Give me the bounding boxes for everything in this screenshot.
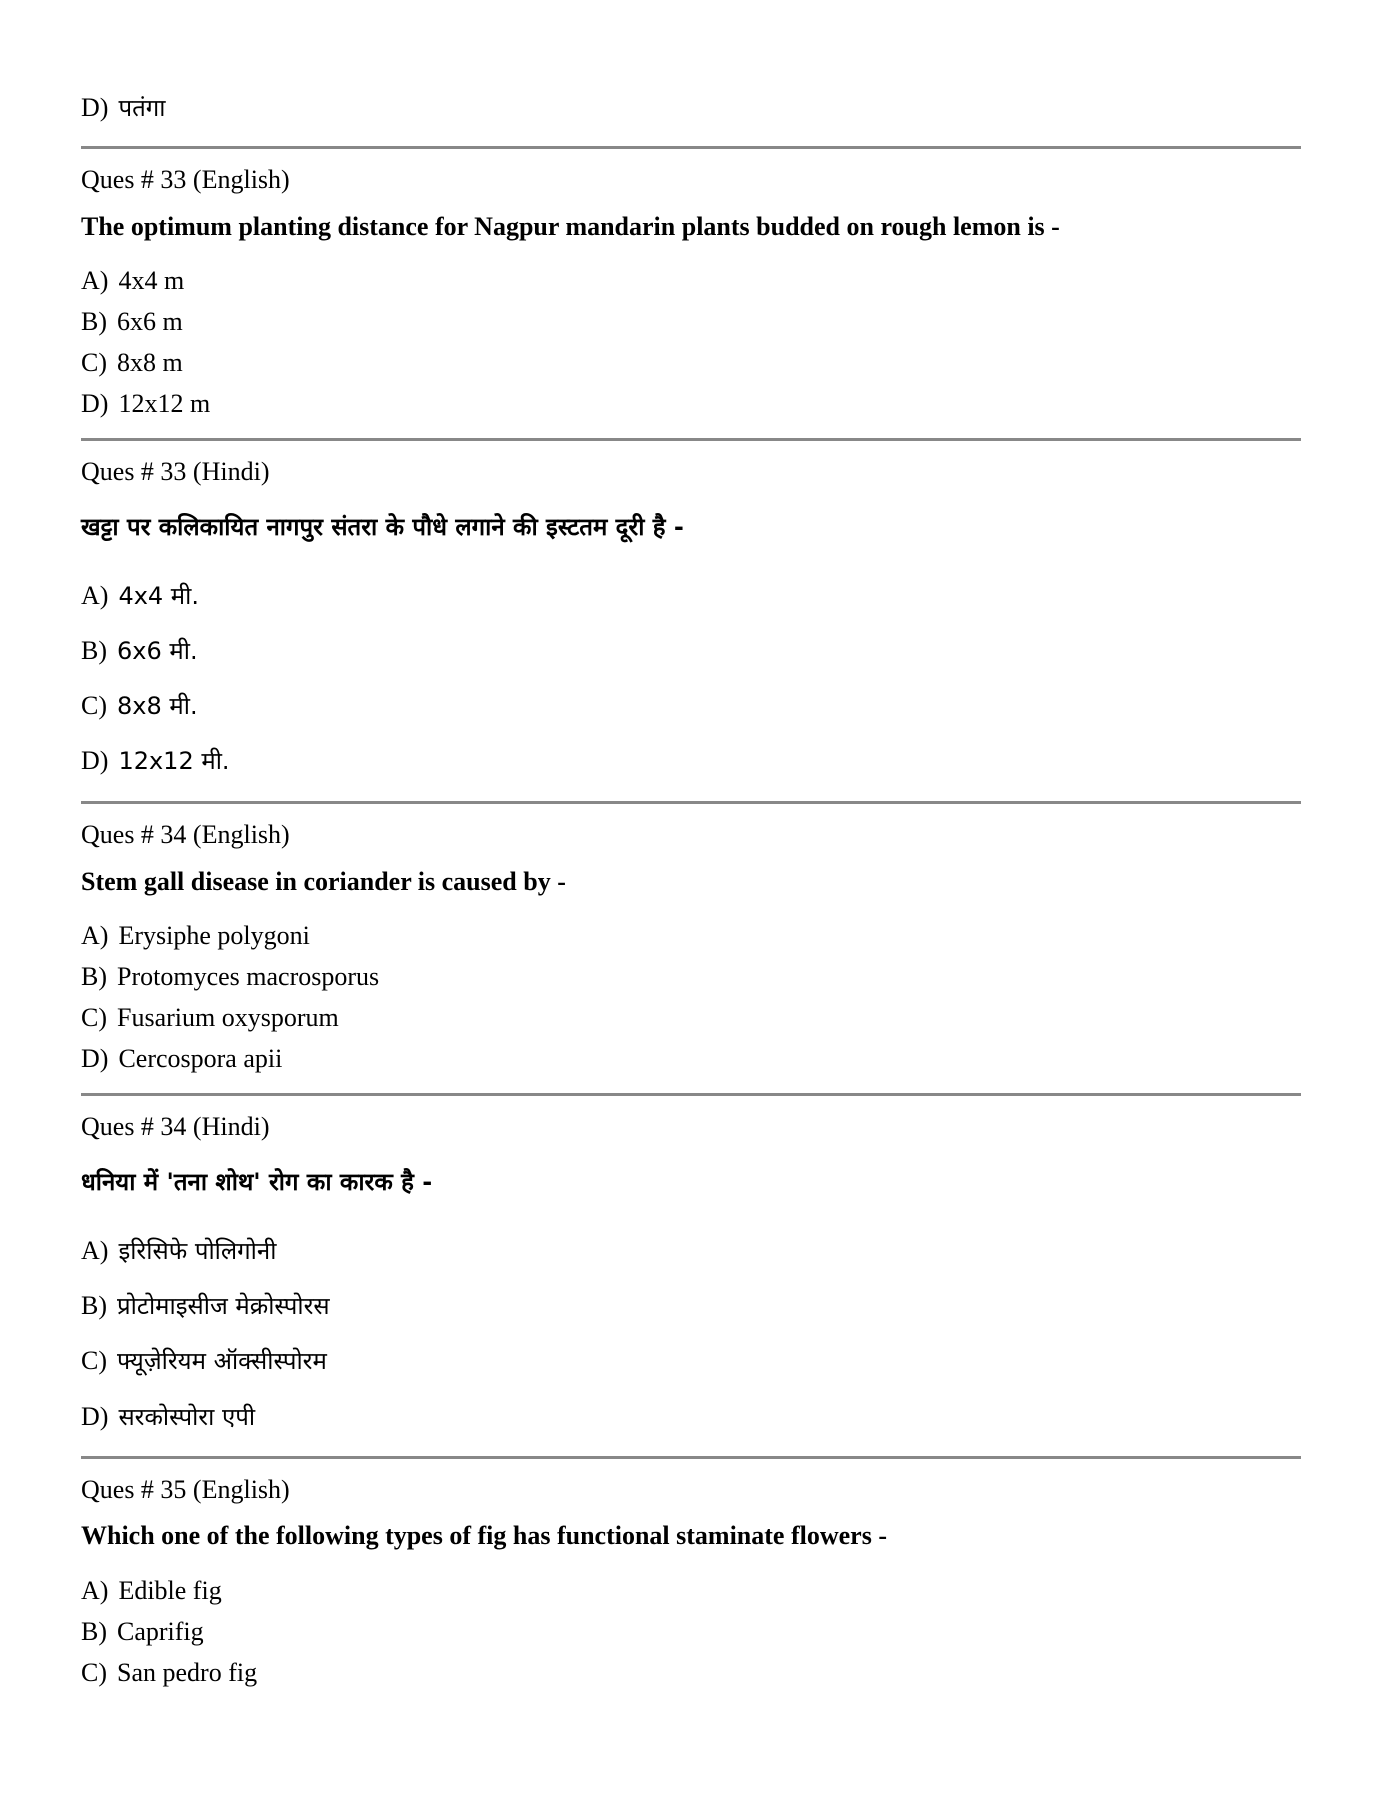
previous-question-option-d — [81, 93, 165, 123]
option-letter: A) — [81, 581, 109, 610]
option-text: Fusarium oxysporum — [117, 1003, 339, 1032]
question-divider — [81, 146, 1301, 149]
option-letter: D) — [81, 746, 109, 775]
question-divider — [81, 801, 1301, 804]
option-letter: D) — [81, 1402, 109, 1431]
option-a — [81, 921, 310, 951]
option-letter: C) — [81, 1658, 107, 1687]
option-letter: B) — [81, 1617, 107, 1646]
option-letter: C) — [81, 691, 107, 720]
question-header: Ques # 35 (English) — [81, 1475, 290, 1504]
option-letter: D) — [81, 1044, 109, 1073]
question-header: Ques # 34 (English) — [81, 820, 290, 849]
option-d — [81, 746, 230, 776]
option-text: San pedro fig — [117, 1658, 258, 1687]
option-letter: C) — [81, 1003, 107, 1032]
option-text: पतंगा — [118, 94, 166, 122]
option-a — [81, 1576, 222, 1606]
question-header: Ques # 33 (English) — [81, 165, 290, 194]
question-text: The optimum planting distance for Nagpur mandarin plants budded on rough lemon is - — [81, 212, 1060, 241]
option-text: सरकोस्पोरा एपी — [118, 1403, 256, 1431]
option-letter: A) — [81, 1576, 109, 1605]
option-text: 4x4 m — [118, 266, 185, 295]
option-text: 6x6 m — [117, 307, 183, 336]
option-a — [81, 1236, 276, 1266]
option-letter: A) — [81, 921, 109, 950]
option-text: 12x12 m — [118, 389, 211, 418]
question-header: Ques # 34 (Hindi) — [81, 1112, 270, 1141]
option-a — [81, 581, 199, 611]
question-text: Which one of the following types of fig has functional staminate flowers - — [81, 1521, 887, 1550]
option-text: Cercospora apii — [118, 1044, 283, 1073]
question-text: Stem gall disease in coriander is caused by - — [81, 867, 566, 896]
option-text: 8x8 m — [117, 348, 183, 377]
option-letter: C) — [81, 348, 107, 377]
option-b — [81, 962, 379, 992]
question-text: धनिया में 'तना शोथ' रोग का कारक है - — [81, 1168, 433, 1196]
option-d — [81, 1044, 282, 1074]
option-text: 8x8 मी. — [117, 692, 198, 720]
option-c — [81, 691, 198, 721]
option-text: Protomyces macrosporus — [117, 962, 380, 991]
option-letter: D) — [81, 389, 109, 418]
option-letter: B) — [81, 1291, 107, 1320]
option-letter: D) — [81, 93, 109, 122]
option-text: इरिसिफे पोलिगोनी — [118, 1237, 277, 1265]
question-text: खट्टा पर कलिकायित नागपुर संतरा के पौधे लगाने की इस्टतम दूरी है - — [81, 513, 684, 541]
option-text: 12x12 मी. — [118, 747, 230, 775]
option-text: Erysiphe polygoni — [118, 921, 310, 950]
option-letter: B) — [81, 636, 107, 665]
option-text: Caprifig — [117, 1617, 204, 1646]
option-text: 4x4 मी. — [118, 582, 200, 610]
question-divider — [81, 438, 1301, 441]
option-c — [81, 1003, 339, 1033]
option-a — [81, 266, 184, 296]
option-text: प्रोटोमाइसीज मेक्रोस्पोरस — [117, 1292, 330, 1320]
option-d — [81, 1402, 255, 1432]
option-letter: B) — [81, 307, 107, 336]
question-divider — [81, 1456, 1301, 1459]
option-letter: A) — [81, 1236, 109, 1265]
option-d — [81, 389, 210, 419]
option-letter: B) — [81, 962, 107, 991]
option-b — [81, 636, 198, 666]
option-letter: A) — [81, 266, 109, 295]
option-text: फ्यूज़ेरियम ऑक्सीस्पोरम — [117, 1347, 327, 1375]
option-c — [81, 348, 183, 378]
option-c — [81, 1346, 327, 1376]
question-header: Ques # 33 (Hindi) — [81, 457, 270, 486]
option-text: Edible fig — [118, 1576, 222, 1605]
question-divider — [81, 1093, 1301, 1096]
option-b — [81, 1291, 330, 1321]
option-letter: C) — [81, 1346, 107, 1375]
option-c — [81, 1658, 257, 1688]
option-b — [81, 1617, 204, 1647]
option-b — [81, 307, 183, 337]
option-text: 6x6 मी. — [117, 637, 198, 665]
